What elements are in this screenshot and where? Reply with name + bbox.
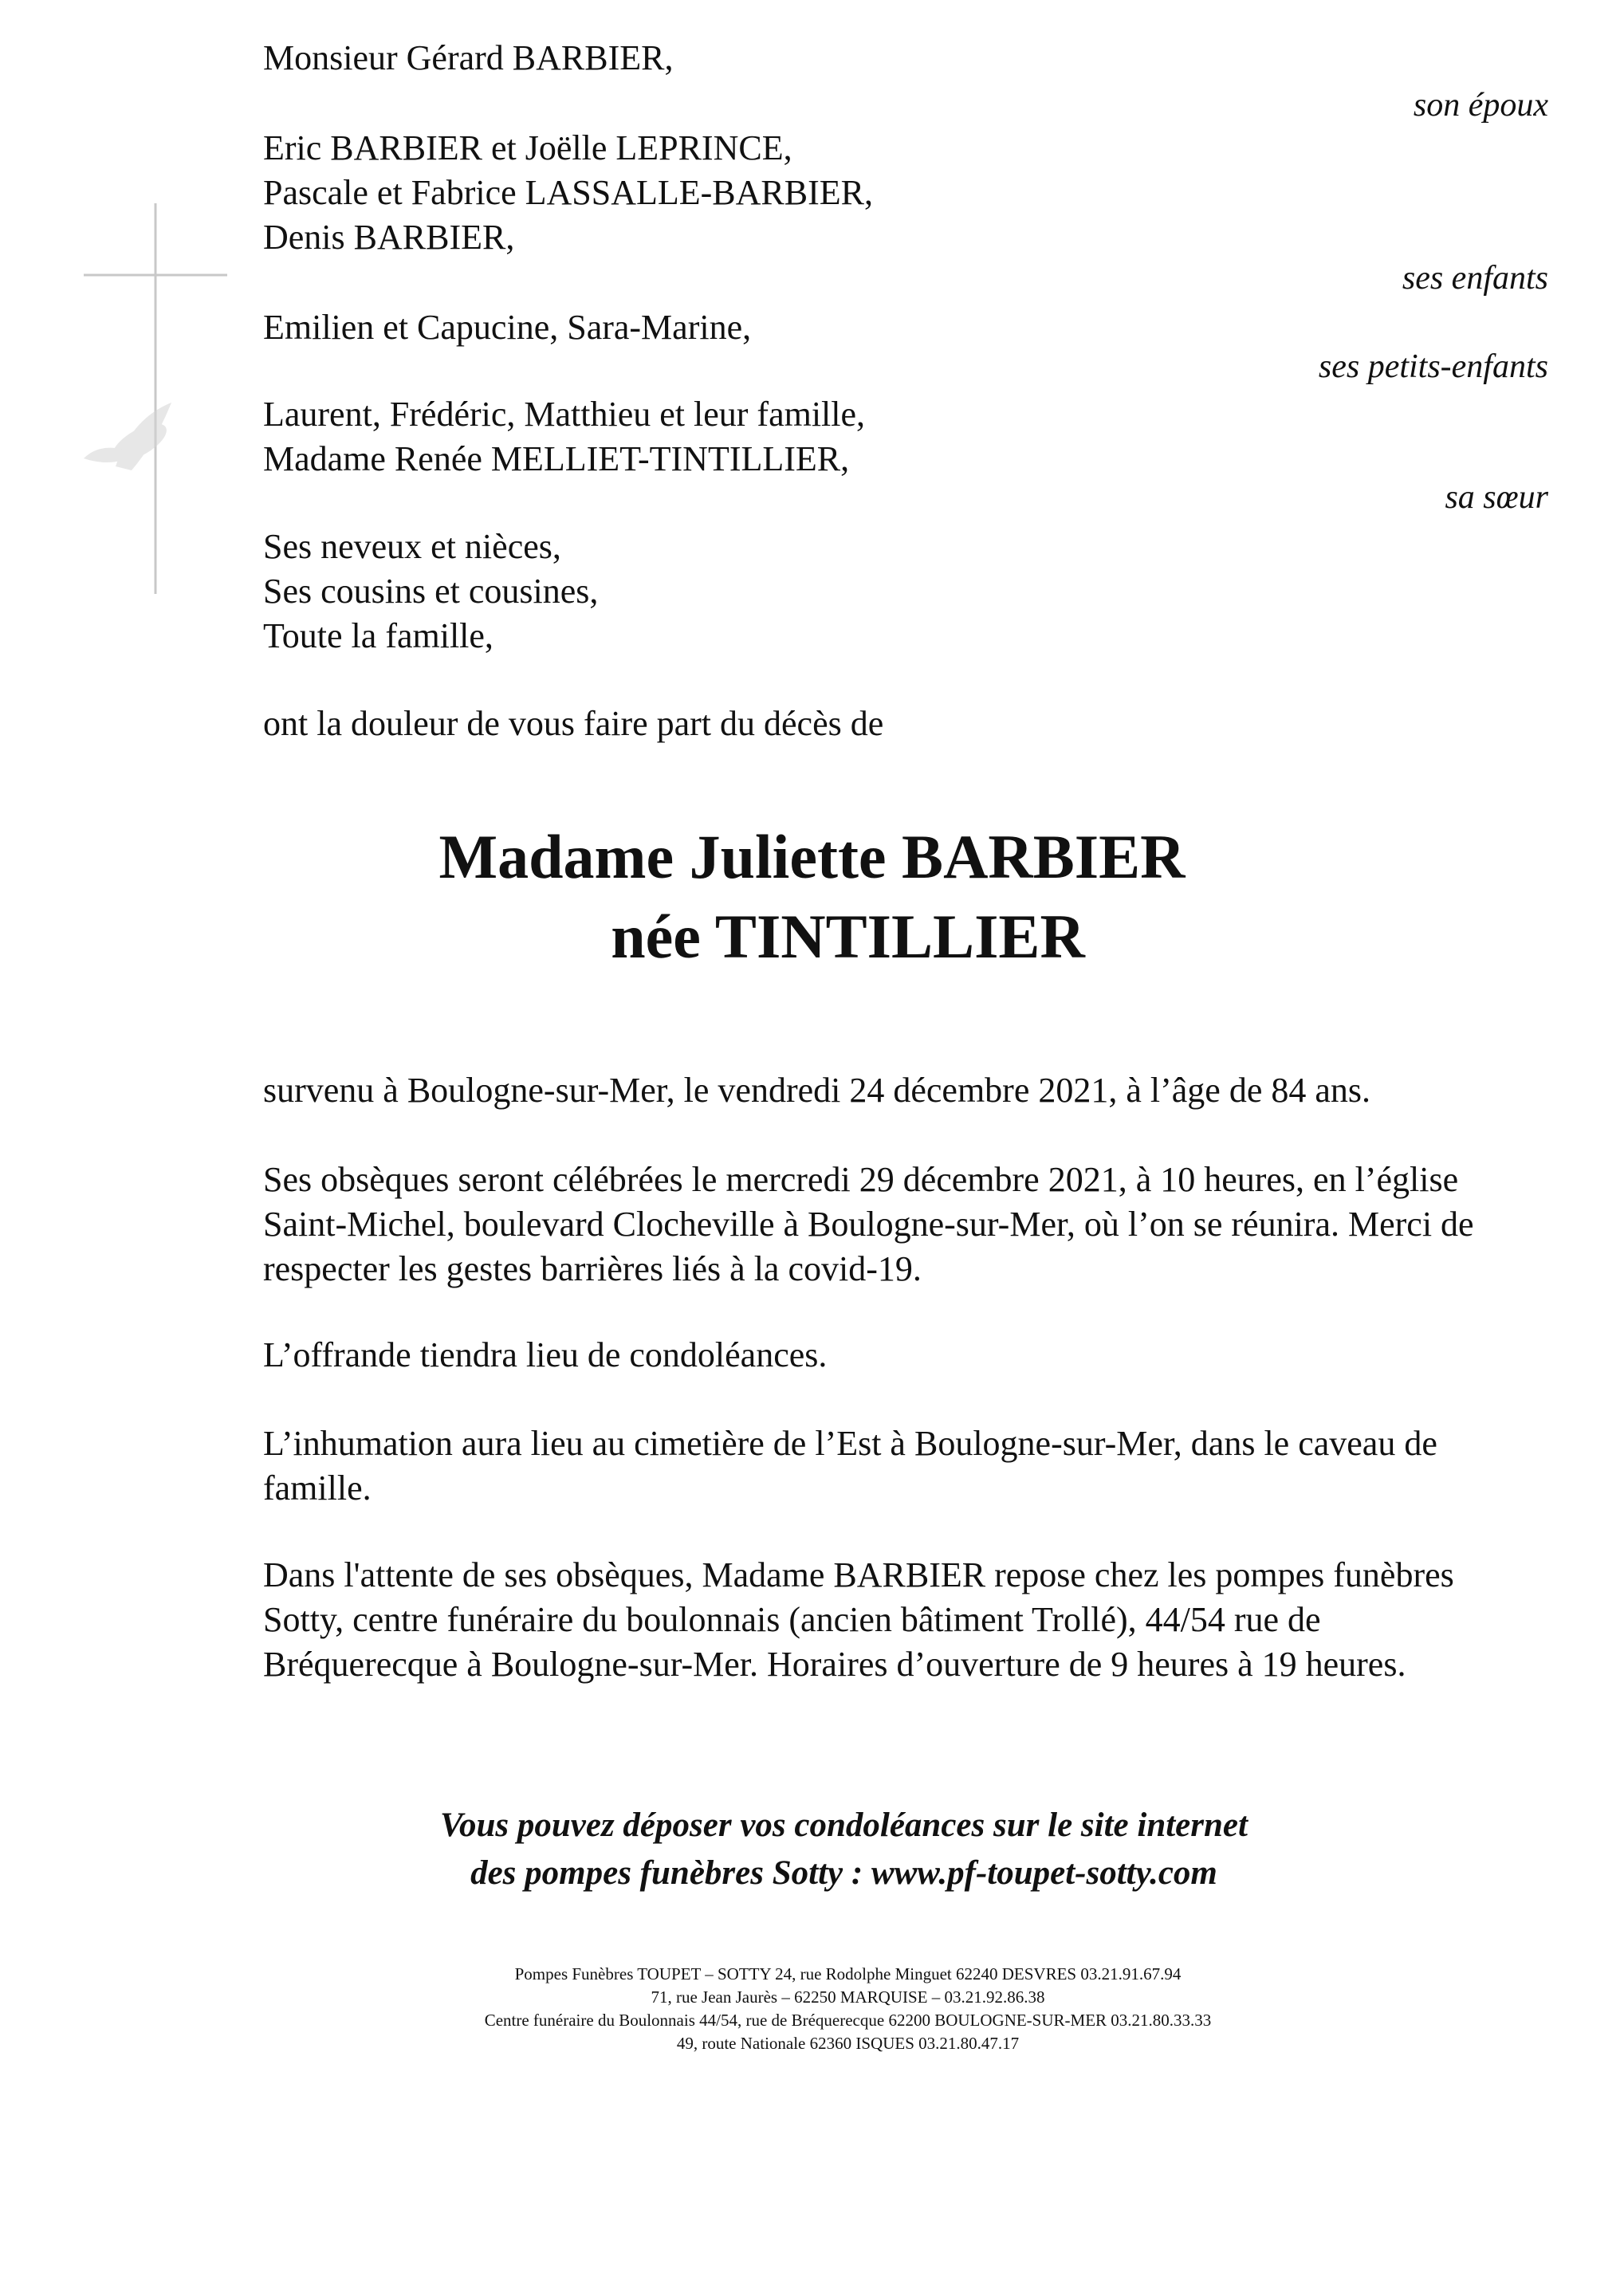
- deceased-maiden-name: née TINTILLIER: [611, 902, 1085, 971]
- family-member-line: Toute la famille,: [263, 616, 493, 655]
- relation-label: son époux: [1413, 87, 1548, 124]
- website-notice-line: des pompes funèbres Sotty : www.pf-toupet-sotty.com: [470, 1854, 1217, 1892]
- relation-label: ses petits-enfants: [1318, 348, 1548, 385]
- announcement-text: ont la douleur de vous faire part du décès de: [263, 704, 884, 743]
- website-notice: [0, 1802, 1624, 1897]
- footer-line: 49, route Nationale 62360 ISQUES 03.21.80.47.17: [676, 2034, 1020, 2053]
- relation-label: sa sœur: [1445, 479, 1548, 516]
- cross-with-dove-icon: [84, 203, 227, 594]
- family-member-line: Laurent, Frédéric, Matthieu et leur famille,: [263, 395, 866, 434]
- funeral-paragraph: Ses obsèques seront célébrées le mercredi 29 décembre 2021, à 10 heures, en l’église Saint-Michel, boulevard Clocheville à Boulogne-sur-Mer, où l’on se réunira. Merci de respecter les gestes barrières liés à la covid-19.: [263, 1160, 1474, 1288]
- burial-paragraph: L’inhumation aura lieu au cimetière de l’Est à Boulogne-sur-Mer, dans le caveau de famille.: [263, 1424, 1437, 1508]
- viewing-paragraph: Dans l'attente de ses obsèques, Madame BARBIER repose chez les pompes funèbres Sotty, centre funéraire du boulonnais (ancien bâtiment Trollé), 44/54 rue de Bréquerecque à Boulogne-sur-Mer. Horaires d’ouverture de 9 heures à 19 heures.: [263, 1555, 1454, 1684]
- footer-line: Centre funéraire du Boulonnais 44/54, rue de Bréquerecque 62200 BOULOGNE-SUR-MER 03.21.80.33.33: [484, 2011, 1212, 2030]
- footer-line: Pompes Funèbres TOUPET – SOTTY 24, rue Rodolphe Minguet 62240 DESVRES 03.21.91.67.94: [514, 1964, 1182, 1983]
- footer-line: 71, rue Jean Jaurès – 62250 MARQUISE – 03.21.92.86.38: [651, 1987, 1045, 2007]
- family-member-line: Emilien et Capucine, Sara-Marine,: [263, 308, 752, 347]
- family-member-line: Madame Renée MELLIET-TINTILLIER,: [263, 439, 850, 478]
- death-paragraph: survenu à Boulogne-sur-Mer, le vendredi 24 décembre 2021, à l’âge de 84 ans.: [263, 1071, 1371, 1110]
- family-member-line: Denis BARBIER,: [263, 218, 515, 257]
- family-member-line: Ses cousins et cousines,: [263, 572, 599, 611]
- family-member-line: Eric BARBIER et Joëlle LEPRINCE,: [263, 128, 792, 167]
- funeral-home-footer: [0, 1963, 1624, 2055]
- family-member-line: Pascale et Fabrice LASSALLE-BARBIER,: [263, 173, 873, 212]
- family-member-line: Ses neveux et nièces,: [263, 527, 561, 566]
- website-notice-line: Vous pouvez déposer vos condoléances sur le site internet: [440, 1807, 1248, 1844]
- deceased-name-block: [0, 817, 1624, 977]
- offering-paragraph: L’offrande tiendra lieu de condoléances.: [263, 1335, 828, 1374]
- family-member-line: Monsieur Gérard BARBIER,: [263, 38, 674, 77]
- relation-label: ses enfants: [1402, 260, 1548, 297]
- deceased-name: Madame Juliette BARBIER: [438, 822, 1186, 891]
